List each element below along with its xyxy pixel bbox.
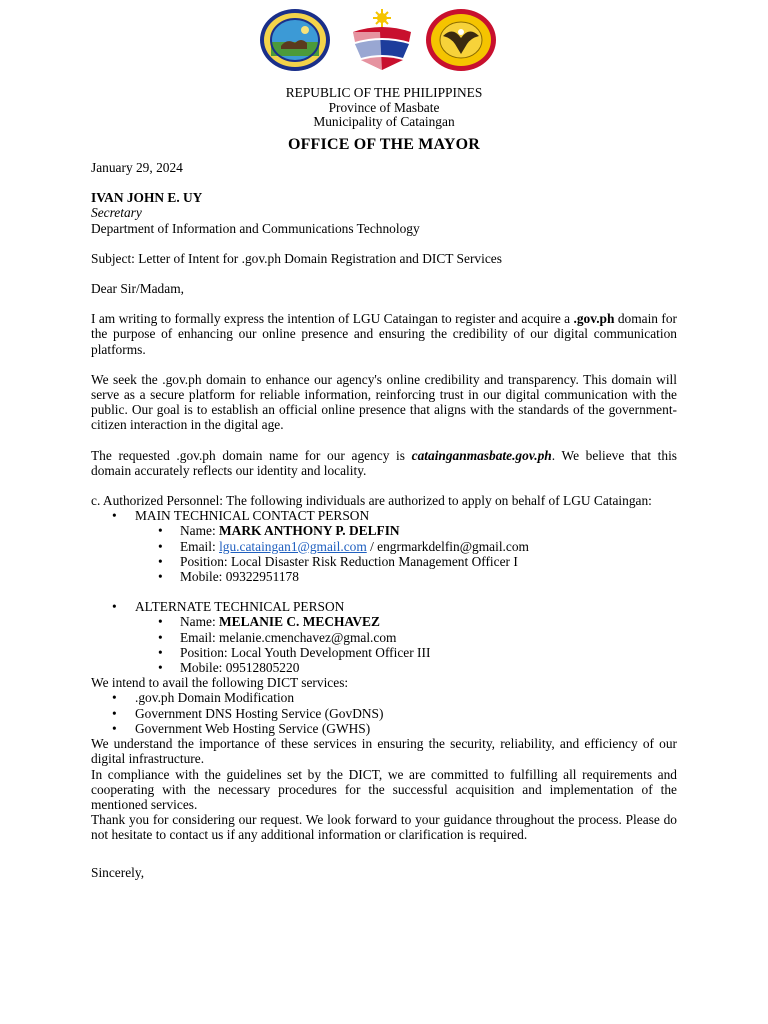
list-item: • Mobile: 09322951178 [158,569,299,585]
paragraph-importance: We understand the importance of these services in ensuring the security, reliability, and efficiency of our digital infrastructure. [91,736,677,767]
municipal-seal-logo [259,8,331,72]
email-link[interactable]: lgu.cataingan1@gmail.com [219,538,367,554]
municipality-line: Municipality of Cataingan [313,114,455,130]
list-item: • Email: melanie.cmenchavez@gmal.com [158,629,397,645]
list-item: • Position: Local Disaster Risk Reduction Management Officer I [158,553,518,569]
paragraph-compliance: In compliance with the guidelines set by the DICT, we are committed to fulfilling all requirements and cooperating with the necessary procedures for the successful acquisition and implementation of the mentioned services. [91,766,677,812]
letter-body [91,160,677,880]
requested-domain: catainganmasbate.gov.ph [411,447,552,463]
list-item: • ALTERNATE TECHNICAL PERSON [112,599,345,615]
list-item: • MAIN TECHNICAL CONTACT PERSON [112,508,370,524]
letterhead [0,86,768,130]
letter-date: January 29, 2024 [91,160,183,175]
paragraph-thanks: Thank you for considering our request. We look forward to your guidance throughout the process. Please do not hesitate to contact us if any additional information or clarification is required. [91,812,677,843]
services-intro: We intend to avail the following DICT services: [91,675,349,691]
list-item: • Name: MARK ANTHONY P. DELFIN [158,523,400,539]
list-item: • Government DNS Hosting Service (GovDNS) [112,705,384,721]
services-list [91,690,677,736]
list-item: • Mobile: 09512805220 [158,660,300,676]
alternate-personnel-list [91,599,677,675]
recipient-department: Department of Information and Communications Technology [91,220,420,236]
paragraph-domain-name: The requested .gov.ph domain name for our agency is catainganmasbate.gov.ph. We believe that this domain accurately reflects our identity and locality. [91,447,678,478]
list-item: • Government Web Hosting Service (GWHS) [112,720,371,736]
province-line: Province of Masbate [328,99,440,115]
office-title: OFFICE OF THE MAYOR [287,136,481,153]
subject-line: Subject: Letter of Intent for .gov.ph Domain Registration and DICT Services [91,250,502,266]
list-item: • Position: Local Youth Development Officer III [158,644,431,660]
closing: Sincerely, [91,864,145,880]
salutation: Dear Sir/Madam, [91,281,184,297]
recipient-title: Secretary [91,205,142,221]
personnel-list [91,508,677,584]
list-item: • Email: lgu.cataingan1@gmail.com / engrmarkdelfin@gmail.com [158,538,529,554]
philippine-flag-emblem-logo [349,8,415,72]
republic-line: REPUBLIC OF THE PHILIPPINES [285,85,483,100]
logo-row [0,8,768,74]
list-item: • .gov.ph Domain Modification [112,690,295,706]
paragraph-intent: I am writing to formally express the intention of LGU Cataingan to register and acquire a .gov.ph domain for the purpose of enhancing our online presence and ensuring the credibility of our digital communication platforms. [91,311,678,357]
cataingan-eagles-logo [425,8,497,72]
recipient-name: IVAN JOHN E. UY [91,190,203,206]
list-item: • Name: MELANIE C. MECHAVEZ [158,614,380,630]
paragraph-purpose: We seek the .gov.ph domain to enhance our agency's online credibility and transparency. This domain will serve as a secure platform for reliable information, reinforcing trust in our digital communication with the public. Our goal is to establish an official online presence that aligns with the standards of the government-citizen interaction in the digital age. [91,371,677,433]
paragraph-authorized-personnel: c. Authorized Personnel: The following individuals are authorized to apply on behalf of LGU Cataingan: [91,493,652,509]
